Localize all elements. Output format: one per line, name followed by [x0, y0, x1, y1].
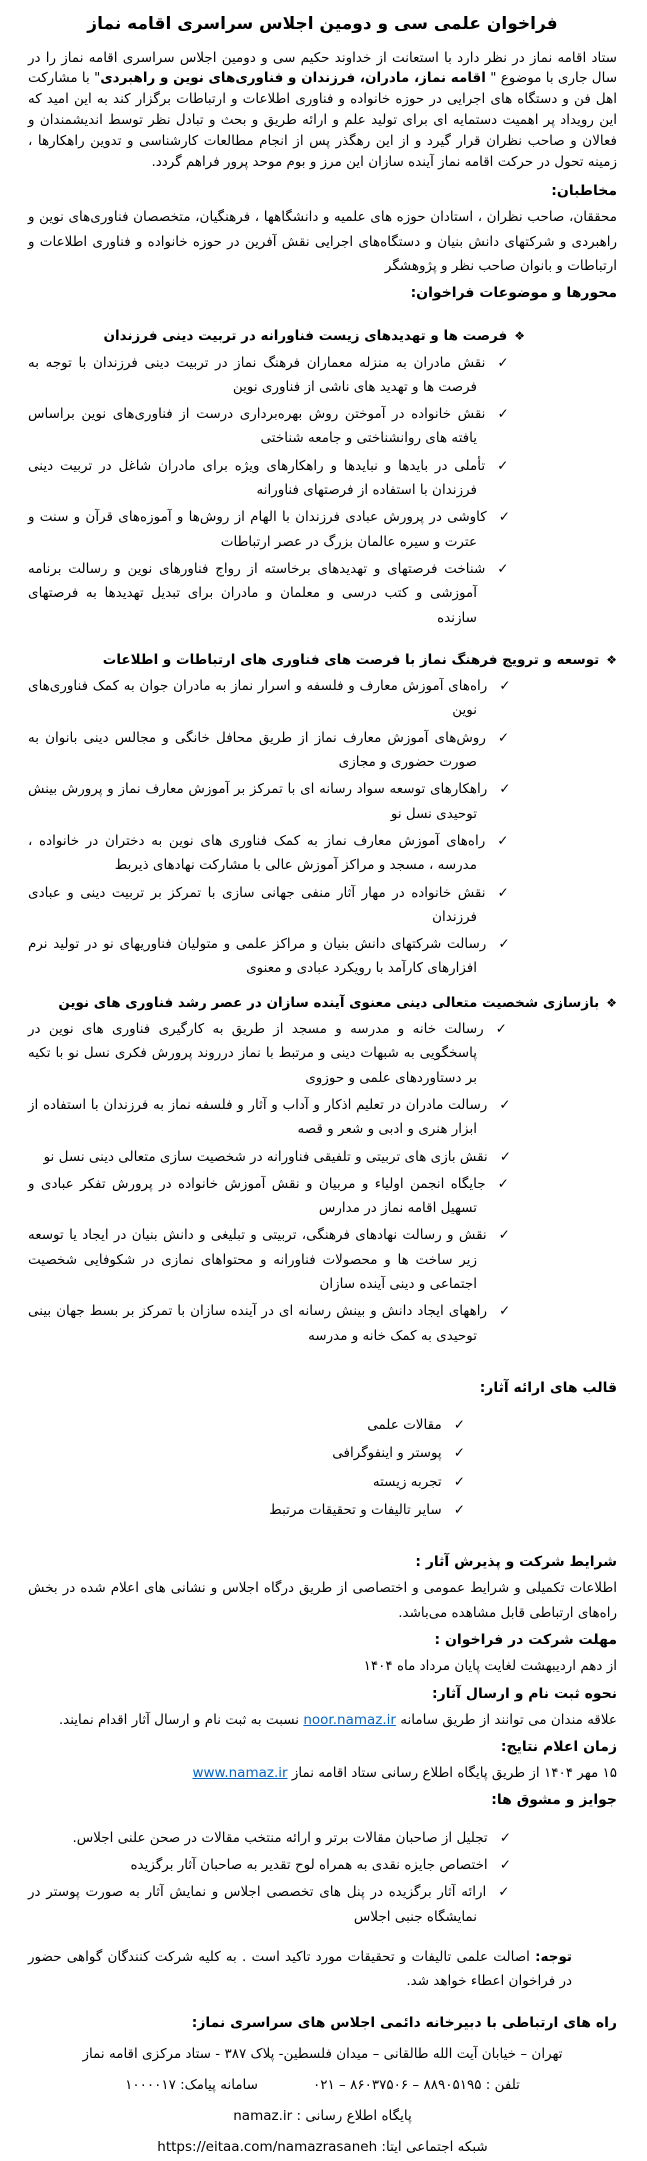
format-item-text: مقالات علمی	[367, 1417, 442, 1434]
topic-list-item	[28, 402, 511, 451]
topic-1-title: فرصت ها و تهدیدهای زیست فناورانه در تربیت دینی فرزندان	[103, 328, 508, 345]
format-item-text: پوستر و اینفوگرافی	[332, 1445, 442, 1462]
topic-item-text: راهکارهای توسعه سواد رسانه ای با تمرکز بر آموزش معارف نماز و پرورش بینش توحیدی نسل نو	[28, 781, 488, 822]
topic-item-text: رسالت مادران در تعلیم اذکار و آداب و آثار و فلسفه نماز به فرزندان با استفاده از ابزار هنری و ادبی و شعر و قصه	[28, 1096, 488, 1138]
checkmark-icon: ✓	[495, 1021, 512, 1038]
contact-heading: راه های ارتباطی با دبیرخانه دائمی اجلاس های سراسری نماز:	[191, 2015, 617, 2032]
contact-block	[28, 2041, 617, 2161]
results-heading: زمان اعلام نتایج:	[500, 1739, 617, 1755]
topic-item-text: تأملی در بایدها و نبایدها و راهکارهای ویژه برای مادران شاغل در تربیت دینی فرزندان با استفاده از فرصتهای فناورانه	[28, 457, 486, 499]
page-title: فراخوان علمی سی و دومین اجلاس سراسری اقامه نماز	[87, 14, 558, 34]
format-item-text: سایر تالیفات و تحقیقات مرتبط	[269, 1501, 442, 1518]
topic-section-1	[28, 324, 617, 630]
diamond-bullet-icon: ❖	[514, 329, 525, 344]
results-text-before: ۱۵ مهر ۱۴۰۴ از طریق پایگاه اطلاع رسانی ستاد اقامه نماز	[287, 1765, 617, 1782]
prizes-list	[28, 1826, 617, 1929]
topic-list-item	[28, 881, 512, 930]
checkmark-icon: ✓	[499, 781, 511, 798]
checkmark-icon: ✓	[497, 406, 511, 423]
prize-list-item	[28, 1826, 511, 1850]
topic-3-heading	[28, 991, 617, 1015]
audience-text: محققان، صاحب نظران ، استادان حوزه های علمیه و دانشگاهها ، فرهنگیان، متخصصان فناوری‌های نوین و راهبردی و شرکتهای دانش بنیان و دستگاه‌های اجرایی نقش آفرین در حوزه خانواده و فناوری اطلاعات و ارتباطات و بانوان صاحب نظر و پژوهشگر	[28, 209, 617, 274]
topic-item-text: نقش خانواده در مهار آثار منفی جهانی سازی با تمرکز بر تربیت دینی و عبادی فرزندان	[28, 884, 486, 925]
topic-list-item	[28, 351, 511, 400]
topic-list-item	[28, 726, 511, 775]
topic-item-text: رسالت شرکتهای دانش بنیان و مراکز علمی و متولیان فناوریهای نو در تولید نرم افزارهای کارآمد با رویکرد عبادی و معنوی	[28, 936, 487, 977]
checkmark-icon: ✓	[498, 936, 511, 953]
checkmark-icon: ✓	[498, 1227, 511, 1244]
note-label: توجه:	[535, 1948, 572, 1965]
topic-2-heading	[28, 648, 617, 672]
checkmark-icon: ✓	[497, 832, 511, 849]
intro-text-before: ستاد اقامه نماز در نظر دارد با استعانت از خداوند حکیم سی و دومین اجلاس سراسری اقامه نماز را در سال جاری با موضوع "	[28, 49, 618, 87]
checkmark-icon: ✓	[497, 560, 512, 577]
topic-item-text: نقش و رسالت نهادهای فرهنگی، تربیتی و تبلیغی و دانش بنیان در ایجاد یا توسعه زیر ساخت ها و محصولات فناورانه و محتواهای نمازی در شکوفایی شخصیت اجتماعی و دینی آینده سازان	[28, 1227, 487, 1292]
contact-website-label: پایگاه اطلاع رسانی :	[292, 2107, 412, 2124]
audience-heading: مخاطبان:	[551, 183, 617, 200]
prize-item-text: تجلیل از صاحبان مقالات برتر و ارائه منتخب مقالات در صحن علنی اجلاس.	[72, 1829, 488, 1846]
checkmark-icon: ✓	[497, 354, 511, 371]
topic-list-item	[28, 1017, 512, 1090]
results-text	[28, 1761, 617, 1785]
topic-item-text: نقش بازی های تربیتی و تلفیقی فناورانه در شخصیت سازی متعالی دینی نسل نو	[43, 1148, 488, 1165]
note-paragraph	[28, 1945, 572, 1994]
topic-list-item	[28, 454, 511, 503]
topic-item-text: جایگاه انجمن اولیاء و مربیان و نقش آموزش خانواده در پرورش تفکر عبادی و تسهیل اقامه نماز در مدارس	[28, 1175, 486, 1217]
topic-item-text: راه‌های آموزش معارف و فلسفه و اسرار نماز به مادران جوان به کمک فناوری‌های نوین	[28, 678, 488, 719]
topic-list-item	[28, 1093, 511, 1142]
prize-item-text: اختصاص جایزه نقدی به همراه لوح تقدیر به صاحبان آثار برگزیده	[130, 1856, 488, 1873]
topic-item-text: راههای ایجاد دانش و بینش رسانه ای در آینده سازان با تمرکز بر بسط جهان بینی توحیدی به کمک خانه و مدرسه	[28, 1303, 488, 1344]
topic-item-text: روش‌های آموزش معارف نماز از طریق محافل خانگی و مجالس دینی بانوان به صورت حضوری و مجازی	[28, 729, 486, 771]
deadline-text: از دهم اردیبهشت لغایت پایان مرداد ماه ۱۴۰۴	[363, 1658, 617, 1675]
topic-list-item	[28, 674, 512, 723]
topic-item-text: نقش خانواده در آموختن روش بهره‌برداری درست از فناوری‌های نوین براساس یافته های روانشناختی و جامعه شناختی	[28, 406, 486, 447]
contact-social-line	[28, 2134, 617, 2161]
checkmark-icon: ✓	[498, 1884, 511, 1901]
topic-list-item	[28, 829, 511, 878]
diamond-bullet-icon: ❖	[606, 995, 617, 1010]
conditions-heading: شرایط شرکت و پذیرش آثار :	[415, 1554, 617, 1571]
registration-text	[28, 1708, 617, 1732]
topic-list-item	[28, 505, 511, 554]
contact-website-line	[28, 2103, 617, 2130]
checkmark-icon: ✓	[499, 1829, 511, 1846]
results-website-link[interactable]: www.namaz.ir	[192, 1765, 288, 1782]
topic-list-item	[28, 932, 511, 981]
checkmark-icon: ✓	[499, 1148, 511, 1165]
diamond-bullet-icon: ❖	[606, 652, 617, 667]
topic-section-2	[28, 648, 617, 981]
contact-phone: تلفن : ۸۸۹۰۵۱۹۵ – ۸۶۰۳۷۵۰۶ – ۰۲۱	[312, 2076, 520, 2093]
checkmark-icon: ✓	[497, 729, 511, 746]
checkmark-icon: ✓	[499, 1856, 511, 1873]
checkmark-icon: ✓	[453, 1473, 465, 1490]
topic-1-items	[28, 351, 617, 630]
checkmark-icon: ✓	[499, 678, 512, 695]
intro-paragraph	[28, 48, 617, 174]
conference-theme: اقامه نماز، مادران، فرزندان و فناوری‌های نوین و راهبردی	[100, 70, 486, 87]
formats-list	[28, 1413, 617, 1522]
format-list-item	[28, 1413, 465, 1437]
topic-1-heading	[28, 324, 525, 348]
format-item-text: تجربه زیسته	[372, 1473, 442, 1490]
topic-item-text: رسالت خانه و مدرسه و مسجد از طریق به کارگیری فناوری های نوین در پاسخگویی به شبهات دینی و مرتبط با نماز درروند پرورش فکری نسل نو با تکیه بر دستاوردهای علمی و حوزوی	[28, 1021, 484, 1086]
contact-social-label: شبکه اجتماعی ایتا:	[377, 2138, 488, 2155]
topic-3-items	[28, 1017, 617, 1348]
topic-list-item	[28, 557, 512, 630]
note-text: اصالت علمی تالیفات و تحقیقات مورد تاکید است . به کلیه شرکت کنندگان گواهی حضور در فراخوان اعطاء خواهد شد.	[28, 1948, 572, 1990]
checkmark-icon: ✓	[499, 1096, 511, 1113]
registration-portal-link[interactable]: noor.namaz.ir	[303, 1711, 396, 1728]
prize-list-item	[28, 1853, 511, 1877]
topic-item-text: شناخت فرصتهای و تهدیدهای برخاسته از رواج فناورهای نوین و رسالت برنامه آموزشی و کتب درسی و معلمان و مادران برای تبدیل تهدیدها به فرصتهای سازنده	[28, 560, 486, 626]
contact-phone-row	[28, 2072, 617, 2099]
topic-list-item	[28, 1145, 511, 1169]
registration-text-after: نسبت به ثبت نام و ارسال آثار اقدام نمایند.	[58, 1711, 304, 1728]
format-list-item	[28, 1441, 465, 1465]
checkmark-icon: ✓	[497, 884, 512, 901]
topic-item-text: راه‌های آموزش معارف نماز به کمک فناوری های نوین به دختران در خانواده ، مدرسه ، مسجد و مراکز آموزش عالی با مشارکت نهادهای ذیربط	[28, 832, 486, 874]
checkmark-icon: ✓	[453, 1417, 465, 1434]
format-list-item	[28, 1470, 465, 1494]
registration-text-before: علاقه مندان می توانند از طریق سامانه	[395, 1711, 617, 1728]
checkmark-icon: ✓	[497, 1175, 512, 1192]
checkmark-icon: ✓	[498, 509, 511, 526]
axes-heading: محورها و موضوعات فراخوان:	[410, 285, 617, 302]
topic-item-text: کاوشی در پرورش عبادی فرزندان با الهام از روش‌ها و آموزه‌های قرآن و سنت و عترت و سیره عالمان بزرگ در عصر ارتباطات	[28, 509, 487, 550]
topic-list-item	[28, 1223, 511, 1296]
intro-text-after: " با مشارکت اهل فن و دستگاه های اجرایی در حوزه خانواده و فناوری اطلاعات و ارتباطات برگزار کند به این امید که این رویداد پر اهمیت دستمایه ای برای تولید علم و ارائه طریق و بحث و تبادل نظر توسط اندیشمندان و فعالان و صاحب نظران قرار گیرد و از این رهگذر پس از انجام مطالعات کارشناسی و تدوین راهکارها ، زمینه تحول در حرکت اقامه نماز آینده سازان این مرز و بوم موحد پرور فراهم گردد.	[28, 70, 617, 171]
format-list-item	[28, 1498, 465, 1522]
formats-heading: قالب های ارائه آثار:	[479, 1379, 617, 1396]
topic-section-3	[28, 991, 617, 1348]
checkmark-icon: ✓	[497, 457, 511, 474]
registration-heading: نحوه ثبت نام و ارسال آثار:	[431, 1685, 617, 1702]
topic-item-text: نقش مادران به منزله معماران فرهنگ نماز در تربیت دینی فرزندان با توجه به فرصت ها و تهدید های ناشی از فناوری نوین	[28, 354, 486, 395]
topic-list-item	[28, 777, 511, 826]
contact-address: تهران – خیابان آیت الله طالقانی – میدان فلسطین- پلاک ۳۸۷ - ستاد مرکزی اقامه نماز	[82, 2045, 563, 2062]
checkmark-icon: ✓	[453, 1501, 465, 1518]
topic-2-title: توسعه و ترویج فرهنگ نماز با فرصت های فناوری های ارتباطات و اطلاعات	[102, 651, 600, 668]
topic-list-item	[28, 1299, 512, 1348]
prize-item-text: ارائه آثار برگزیده در پنل های تخصصی اجلاس و نمایش آثار به صورت پوستر در نمایشگاه جنبی اجلاس	[28, 1884, 487, 1925]
prizes-heading: جوایز و مشوق ها:	[491, 1792, 617, 1809]
conditions-text: اطلاعات تکمیلی و شرایط عمومی و اختصاصی از طریق درگاه اجلاس و نشانی های اعلام شده در بخش راه‌های ارتباطی قابل مشاهده می‌باشد.	[28, 1580, 617, 1621]
topic-2-items	[28, 674, 617, 981]
deadline-heading: مهلت شرکت در فراخوان :	[434, 1632, 617, 1649]
contact-website-url: namaz.ir	[233, 2107, 293, 2124]
checkmark-icon: ✓	[453, 1445, 465, 1462]
checkmark-icon: ✓	[499, 1303, 512, 1320]
contact-sms: سامانه پیامک: ۱۰۰۰۰۱۷	[125, 2076, 258, 2093]
topic-3-title: بازسازی شخصیت متعالی دینی معنوی آینده سازان در عصر رشد فناوری های نوین	[58, 994, 600, 1011]
topic-list-item	[28, 1172, 512, 1221]
contact-social-url: https://eitaa.com/namazrasaneh	[157, 2138, 378, 2155]
